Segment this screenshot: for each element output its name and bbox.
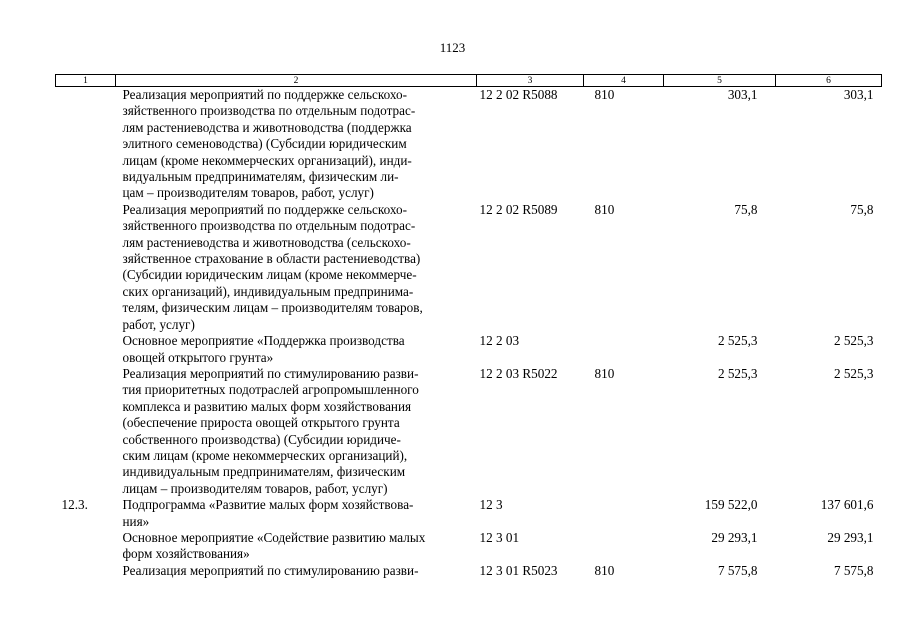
row-amount-col5: 159 522,0: [704, 497, 758, 513]
row-amount-col6: 137 601,6: [820, 497, 874, 513]
row-amount-col6: 29 293,1: [827, 529, 874, 545]
row-name-line: комплекса и развитию малых форм хозяйствования: [122, 398, 412, 414]
row-name-line: элитного семеноводства) (Субсидии юридическим: [122, 136, 407, 152]
row-expense-type: 810: [594, 201, 615, 217]
table-row: [56, 563, 882, 579]
row-amount-col5: 2 525,3: [717, 365, 758, 381]
row-amount-col6: 7 575,8: [833, 562, 874, 578]
row-number: 12.3.: [61, 497, 88, 513]
table-row: [56, 333, 882, 366]
row-name-line: собственного производства) (Субсидии юридиче-: [122, 431, 401, 447]
row-name-line: лям растениеводства и животноводства (поддержка: [122, 119, 412, 135]
row-name-line: зяйственного производства по отдельным подотрас-: [122, 103, 416, 119]
row-target-code: 12 2 02 R5088: [479, 87, 558, 102]
row-name-line: ским лицам (кроме некоммерческих организаций),: [122, 447, 408, 463]
row-name-line: цам – производителям товаров, работ, услуг): [122, 185, 374, 201]
row-amount-col5: 2 525,3: [717, 333, 758, 349]
row-target-code: 12 3 01 R5023: [479, 562, 558, 578]
row-name-line: форм хозяйствования»: [122, 546, 250, 562]
row-target-code: 12 3: [479, 497, 503, 513]
row-number: [56, 202, 116, 333]
row-name-line: ских организаций), индивидуальным предпринима-: [122, 283, 414, 299]
row-amount-col5: 75,8: [734, 201, 758, 217]
row-name: [116, 530, 477, 563]
row-amount-col5: 303,1: [727, 87, 758, 102]
row-amount-col6: 2 525,3: [833, 333, 874, 349]
row-expense-type: [584, 497, 664, 530]
column-number-6: 6: [776, 75, 882, 87]
row-name-line: ния»: [122, 513, 150, 529]
row-amount-col5: 29 293,1: [711, 529, 758, 545]
table-row: [56, 366, 882, 497]
table-row: [56, 497, 882, 530]
row-expense-type: 810: [594, 87, 615, 102]
row-name-line: зяйственное страхование в области растениеводства): [122, 251, 421, 267]
row-number: [56, 333, 116, 366]
row-amount-col6: 303,1: [843, 87, 874, 102]
row-number: [56, 366, 116, 497]
row-name-line: индивидуальным предпринимателям, физическим: [122, 464, 406, 480]
table-row: [56, 530, 882, 563]
row-amount-col5: 7 575,8: [717, 562, 758, 578]
row-target-code: 12 2 03 R5022: [479, 365, 558, 381]
row-name-line: овощей открытого грунта»: [122, 349, 274, 365]
row-name-line: Реализация мероприятий по поддержке сельскохо-: [122, 201, 407, 217]
row-name-line: Реализация мероприятий по стимулированию разви-: [122, 365, 419, 381]
row-amount-col6: 75,8: [850, 201, 874, 217]
row-name-line: лям растениеводства и животноводства (сельскохо-: [122, 234, 411, 250]
row-name-line: тия приоритетных подотраслей агропромышленного: [122, 382, 419, 398]
row-name-line: телям, физическим лицам – производителям товаров,: [122, 300, 423, 316]
row-name: [116, 333, 477, 366]
row-name-line: Реализация мероприятий по поддержке сельскохо-: [122, 87, 407, 102]
row-expense-type: 810: [594, 365, 615, 381]
row-name-line: лицам (кроме некоммерческих организаций), инди-: [122, 152, 412, 168]
row-name-line: (Субсидии юридическим лицам (кроме некоммерче-: [122, 267, 417, 283]
row-name: [116, 202, 477, 333]
row-expense-type: 810: [594, 562, 615, 578]
column-number-2: 2: [116, 75, 477, 87]
table-body: [56, 87, 882, 580]
column-number-1: 1: [56, 75, 116, 87]
row-name-line: видуальным предпринимателям, физическим ли-: [122, 169, 399, 185]
row-name-line: Основное мероприятие «Поддержка производства: [122, 333, 405, 349]
page-number: 1123: [439, 40, 466, 55]
column-number-3: 3: [477, 75, 584, 87]
row-number: [56, 563, 116, 579]
row-expense-type: [584, 333, 664, 366]
row-number: [56, 530, 116, 563]
row-target-code: 12 3 01: [479, 529, 520, 545]
table-row: [56, 87, 882, 202]
row-target-code: 12 2 03: [479, 333, 520, 349]
row-name-line: работ, услуг): [122, 316, 195, 332]
row-name-line: (обеспечение прироста овощей открытого грунта: [122, 415, 400, 431]
row-name-line: Основное мероприятие «Содействие развитию малых: [122, 529, 426, 545]
row-name: [116, 366, 477, 497]
row-name: [116, 563, 477, 579]
row-name: [116, 87, 477, 202]
row-name-line: Подпрограмма «Развитие малых форм хозяйствова-: [122, 497, 414, 513]
row-amount-col6: 2 525,3: [833, 365, 874, 381]
column-number-row: [56, 75, 882, 87]
row-name-line: Реализация мероприятий по стимулированию разви-: [122, 562, 419, 578]
column-number-4: 4: [584, 75, 664, 87]
budget-table: [55, 74, 882, 579]
row-name-line: лицам – производителям товаров, работ, услуг): [122, 480, 388, 496]
row-expense-type: [584, 530, 664, 563]
table-row: [56, 202, 882, 333]
column-number-5: 5: [664, 75, 776, 87]
row-number: [56, 87, 116, 202]
row-name: [116, 497, 477, 530]
row-name-line: зяйственного производства по отдельным подотрас-: [122, 218, 416, 234]
row-target-code: 12 2 02 R5089: [479, 201, 558, 217]
